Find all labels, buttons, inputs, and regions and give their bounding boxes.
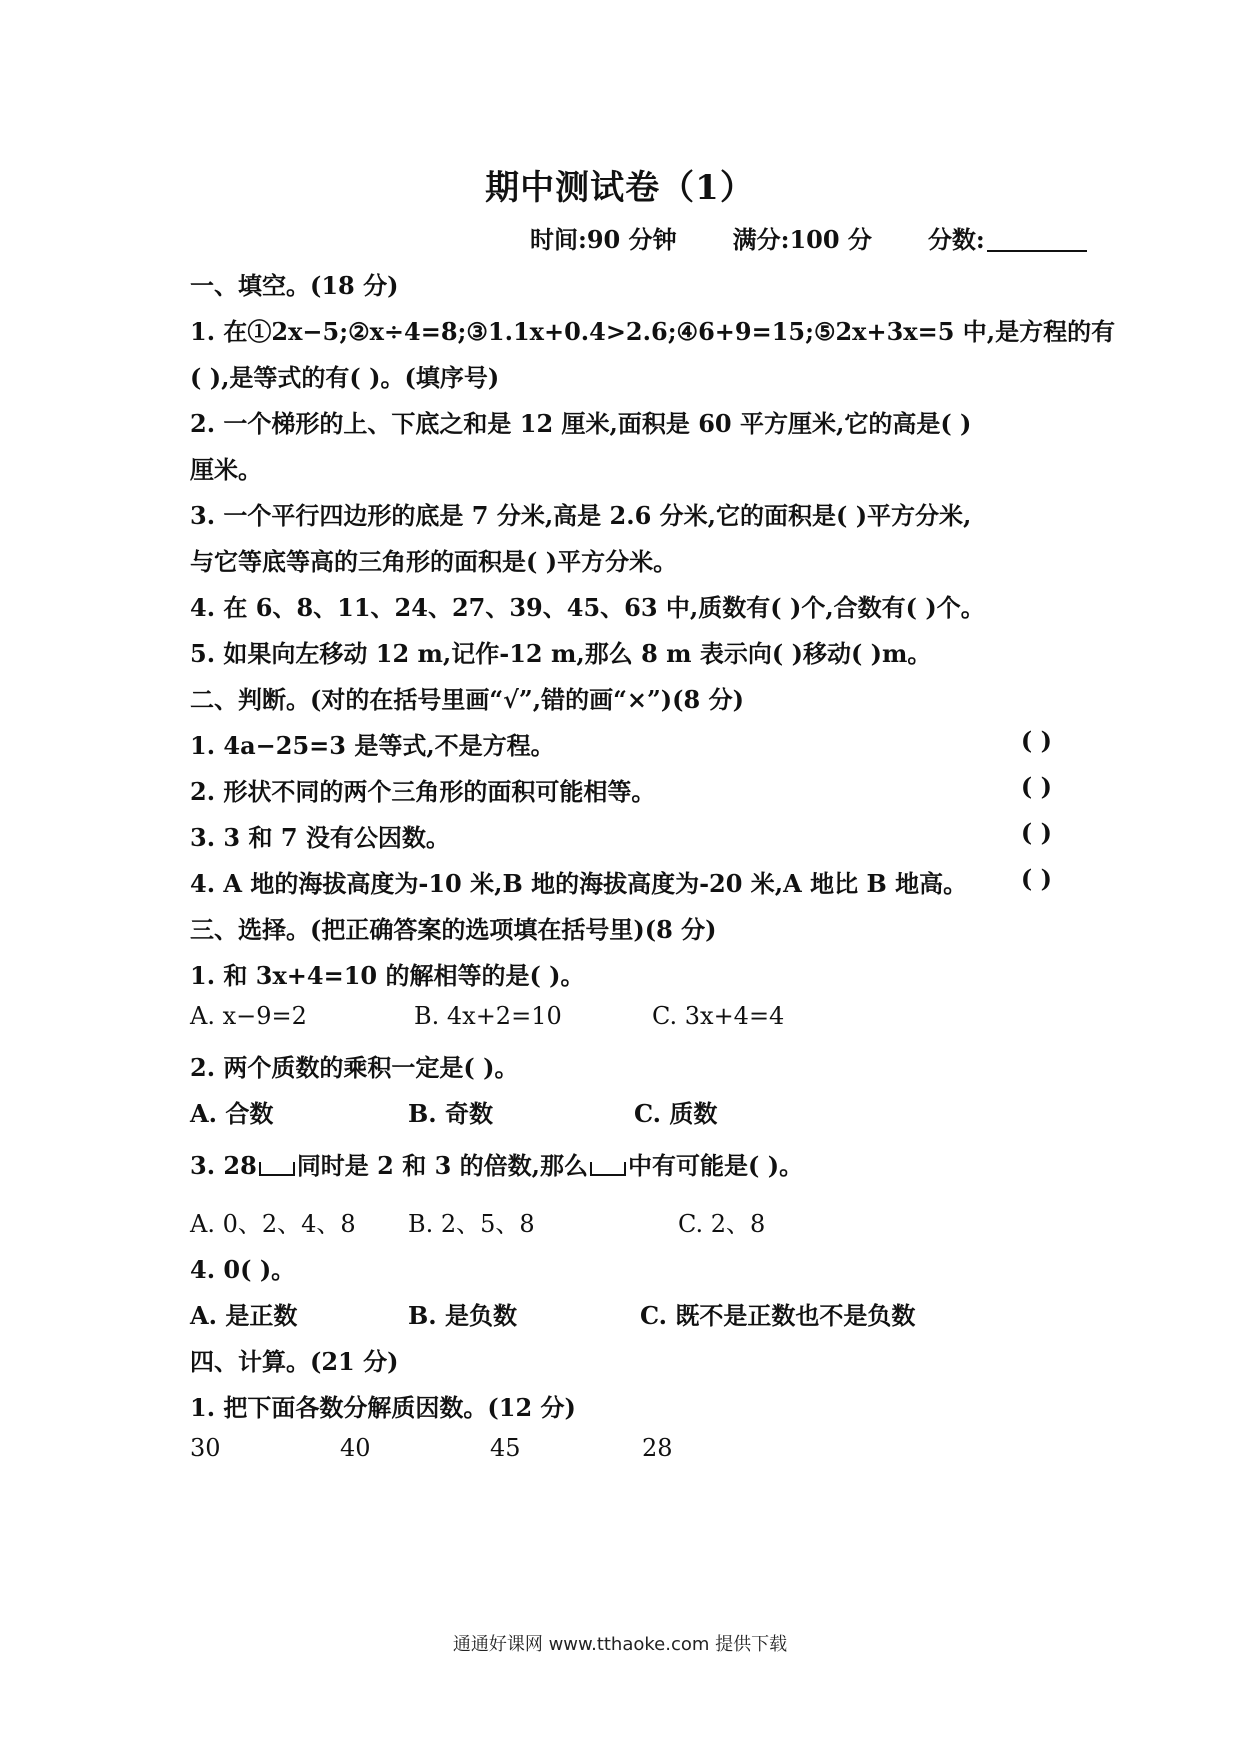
s1-q2-line1: 2. 一个梯形的上、下底之和是 12 厘米,面积是 60 平方厘米,它的高是( ): [190, 409, 972, 438]
s1-q3-line2: 与它等底等高的三角形的面积是( )平方分米。: [190, 547, 678, 576]
s3-q1: 1. 和 3x+4=10 的解相等的是( )。: [190, 961, 585, 990]
s3-q2: 2. 两个质数的乘积一定是( )。: [190, 1053, 519, 1082]
s3-q4: 4. 0( )。: [190, 1255, 296, 1284]
s1-q1-line2: ( ),是等式的有( )。(填序号): [190, 363, 500, 392]
section1-heading: 一、填空。(18 分): [190, 271, 399, 300]
s3-q3-opt-b: B. 2、5、8: [408, 1210, 535, 1238]
s3-q3-part-a: 3. 28: [190, 1151, 257, 1180]
s3-q4-opt-a: A. 是正数: [190, 1301, 298, 1330]
s3-q4-opt-b: B. 是负数: [408, 1301, 517, 1330]
s2-item-4: 4. A 地的海拔高度为-10 米,B 地的海拔高度为-20 米,A 地比 B 地高。: [190, 869, 968, 898]
s1-q5: 5. 如果向左移动 12 m,记作-12 m,那么 8 m 表示向( )移动( )m。: [190, 639, 932, 668]
s1-q4: 4. 在 6、8、11、24、27、39、45、63 中,质数有( )个,合数有( )个。: [190, 593, 985, 622]
s1-q1-line1: 1. 在①2x−5;②x÷4=8;③1.1x+0.4>2.6;④6+9=15;⑤2x+3x=5 中,是方程的有: [190, 317, 1116, 346]
s3-q3-opt-a: A. 0、2、4、8: [190, 1210, 356, 1238]
s3-q2-opt-b: B. 奇数: [408, 1099, 493, 1128]
s3-q3-opt-c: C. 2、8: [678, 1210, 766, 1238]
s2-answer-4: ( ): [1020, 864, 1052, 893]
exam-time: 时间:90 分钟: [530, 225, 677, 254]
s3-q3-part-c: 中有可能是( )。: [628, 1151, 804, 1180]
blank-box: [590, 1162, 626, 1176]
s2-answer-1: ( ): [1020, 726, 1052, 755]
footer-credit: 通通好课网 www.tthaoke.com 提供下载: [452, 1634, 788, 1655]
exam-full-score: 满分:100 分: [732, 225, 872, 254]
section4-heading: 四、计算。(21 分): [190, 1347, 399, 1376]
blank-box: [259, 1162, 295, 1176]
s3-q1-opt-c: C. 3x+4=4: [652, 1002, 785, 1030]
s2-item-1: 1. 4a−25=3 是等式,不是方程。: [190, 731, 555, 760]
s3-q1-opt-a: A. x−9=2: [190, 1002, 307, 1030]
s2-item-3: 3. 3 和 7 没有公因数。: [190, 823, 450, 852]
s4-number-1: 30: [190, 1434, 221, 1462]
s4-number-2: 40: [340, 1434, 371, 1462]
page-title: 期中测试卷（1）: [485, 168, 755, 208]
s3-q3-part-b: 同时是 2 和 3 的倍数,那么: [296, 1151, 588, 1180]
s2-answer-3: ( ): [1020, 818, 1052, 847]
score-label: 分数:: [927, 225, 985, 254]
score-blank: [987, 250, 1087, 252]
s3-q1-opt-b: B. 4x+2=10: [414, 1002, 562, 1030]
s3-q2-opt-c: C. 质数: [634, 1099, 718, 1128]
s3-q4-opt-c: C. 既不是正数也不是负数: [640, 1301, 916, 1330]
s3-q2-opt-a: A. 合数: [190, 1099, 274, 1128]
s1-q2-line2: 厘米。: [190, 455, 262, 484]
s4-number-4: 28: [642, 1434, 673, 1462]
s4-q1: 1. 把下面各数分解质因数。(12 分): [190, 1393, 576, 1422]
s3-q3: [190, 1146, 803, 1181]
s2-answer-2: ( ): [1020, 772, 1052, 801]
exam-meta: [530, 220, 1143, 255]
s1-q3-line1: 3. 一个平行四边形的底是 7 分米,高是 2.6 分米,它的面积是( )平方分米,: [190, 501, 972, 530]
s2-item-2: 2. 形状不同的两个三角形的面积可能相等。: [190, 777, 656, 806]
section3-heading: 三、选择。(把正确答案的选项填在括号里)(8 分): [190, 915, 717, 944]
s4-number-3: 45: [490, 1434, 521, 1462]
section2-heading: 二、判断。(对的在括号里画“√”,错的画“×”)(8 分): [190, 685, 744, 714]
